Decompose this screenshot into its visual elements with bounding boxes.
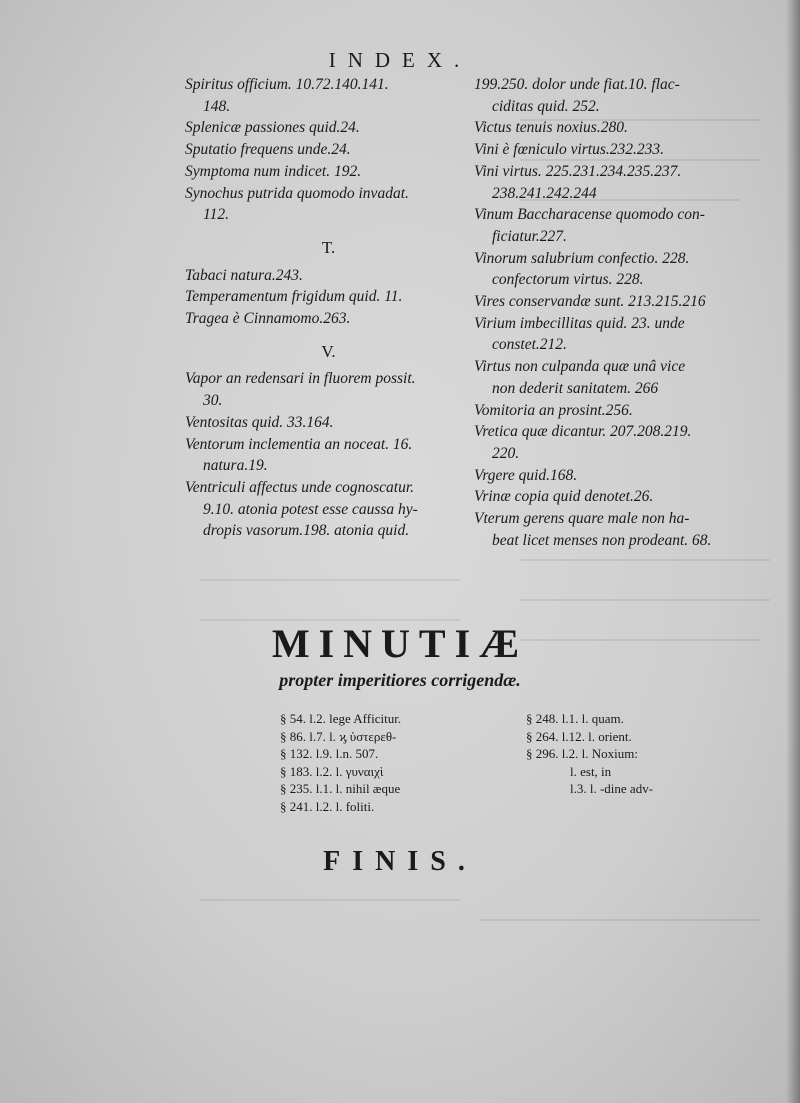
index-entry <box>475 508 765 551</box>
index-entry-line: Spiritus officium. 10.72.140.141. <box>185 76 389 93</box>
index-entry-continuation: beat licet menses non prodeant. 68. <box>492 531 712 549</box>
errata-item: l. est, in <box>570 763 612 779</box>
index-entry-continuation: constet.212. <box>492 336 567 354</box>
index-entry-line: Synochus putrida quomodo invadat. <box>185 184 409 202</box>
index-column-right <box>475 74 765 551</box>
finis-heading: FINIS. <box>323 846 477 877</box>
index-entry <box>186 139 471 161</box>
index-entry-line: Vrgere quid.168. <box>474 466 578 484</box>
index-entry-line: Temperamentum frigidum quid. 11. <box>185 288 403 306</box>
index-entry-continuation: ciditas quid. 252. <box>492 97 600 115</box>
index-entry-line: Vrinæ copia quid denotet.26. <box>474 488 654 506</box>
index-entry-line: Vini è fœniculo virtus.232.233. <box>474 141 665 159</box>
index-entry-continuation: 9.10. atonia potest esse caussa hy- <box>203 500 418 518</box>
index-entry-line: Splenicæ passiones quid.24. <box>185 119 360 137</box>
index-entry <box>186 161 471 183</box>
errata-item: § 86. l.7. l. ϗ ὑστερεθ- <box>280 728 397 744</box>
index-entry-line: Vires conservandæ sunt. 213.215.216 <box>474 293 706 311</box>
index-entry <box>475 161 765 204</box>
index-entry-continuation: confectorum virtus. 228. <box>492 271 644 289</box>
index-entry-line: Vinum Baccharacense quomodo con- <box>474 206 705 224</box>
index-entry <box>186 412 471 434</box>
section-letter: T. <box>321 237 336 257</box>
errata-item: § 241. l.2. l. foliti. <box>280 798 375 814</box>
index-entry <box>475 74 765 117</box>
index-entry <box>186 308 471 330</box>
errata-item: § 132. l.9. l.n. 507. <box>280 746 379 761</box>
index-entry <box>186 434 471 477</box>
index-entry <box>475 486 765 508</box>
errata-list-left <box>280 710 480 815</box>
index-entry-continuation: non dederit sanitatem. 266 <box>492 379 659 397</box>
index-entry-line: Vapor an redensari in fluorem possit. <box>185 370 416 388</box>
index-entry <box>475 465 765 487</box>
index-entry-continuation: ficiatur.227. <box>492 227 567 245</box>
index-entry-line: Ventorum inclementia an noceat. 16. <box>185 435 413 453</box>
index-entry-line: Vini virtus. 225.231.234.235.237. <box>474 162 682 180</box>
index-entry <box>475 400 765 422</box>
errata-item: § 296. l.2. l. Noxium: <box>526 746 638 761</box>
index-entry-continuation: 30. <box>203 392 223 410</box>
index-entry <box>475 356 765 399</box>
index-entry <box>186 183 471 226</box>
index-entry-continuation: 148. <box>203 97 231 115</box>
index-entry <box>475 139 765 161</box>
index-entry-line: Victus tenuis noxius.280. <box>474 119 628 137</box>
index-entry-line: Virtus non culpanda quæ unâ vice <box>474 358 686 376</box>
index-entry-line: Ventriculi affectus unde cognoscatur. <box>185 478 415 496</box>
errata-list-right <box>526 710 706 798</box>
index-entry-line: Sputatio frequens unde.24. <box>185 141 351 159</box>
errata-item: § 54. l.2. lege Afficitur. <box>280 711 402 726</box>
index-entry-continuation: 220. <box>492 444 520 462</box>
index-entry <box>475 421 765 464</box>
index-entry-line: Tragea è Cinnamomo.263. <box>185 310 351 328</box>
index-entry <box>186 74 471 117</box>
index-entry-line: 199.250. dolor unde fiat.10. flac- <box>474 76 680 93</box>
running-head: INDEX. <box>328 48 472 72</box>
index-entry <box>475 204 765 247</box>
index-entry <box>186 265 471 287</box>
index-entry-line: Tabaci natura.243. <box>185 266 303 284</box>
index-entry <box>186 477 471 542</box>
minutiae-title: MINUTIÆ <box>271 621 529 666</box>
errata-item: § 235. l.1. l. nihil æque <box>280 781 401 796</box>
section-letter: V. <box>321 341 336 361</box>
index-entry <box>475 248 765 291</box>
index-entry-line: Ventositas quid. 33.164. <box>185 413 334 431</box>
errata-item: l.3. l. -dine adv- <box>570 781 654 796</box>
index-entry <box>475 291 765 313</box>
index-entry <box>186 368 471 411</box>
index-entry <box>186 117 471 139</box>
index-entry-line: Vterum gerens quare male non ha- <box>474 510 690 528</box>
index-entry-line: Vinorum salubrium confectio. 228. <box>474 249 690 267</box>
index-entry <box>475 313 765 356</box>
index-entry-line: Vretica quæ dicantur. 207.208.219. <box>474 423 692 441</box>
index-entry-line: Symptoma num indicet. 192. <box>185 162 362 180</box>
index-entry <box>475 117 765 139</box>
index-entry-line: Vomitoria an prosint.256. <box>474 401 633 419</box>
errata-item: § 248. l.1. l. quam. <box>526 711 624 726</box>
index-entry-continuation: dropis vasorum.198. atonia quid. <box>203 522 410 540</box>
errata-item: § 264. l.12. l. orient. <box>526 728 632 744</box>
page-edge-shadow <box>786 0 800 1103</box>
index-entry-continuation: 112. <box>203 206 229 224</box>
index-column-left <box>186 74 471 542</box>
errata-item: § 183. l.2. l. γυναιχὶ <box>280 763 384 779</box>
index-entry-continuation: natura.19. <box>203 457 268 475</box>
index-entry-continuation: 238.241.242.244 <box>492 184 597 202</box>
index-entry-line: Virium imbecillitas quid. 23. unde <box>474 314 685 332</box>
minutiae-subtitle: propter imperitiores corrigendæ. <box>279 670 521 690</box>
index-entry <box>186 286 471 308</box>
